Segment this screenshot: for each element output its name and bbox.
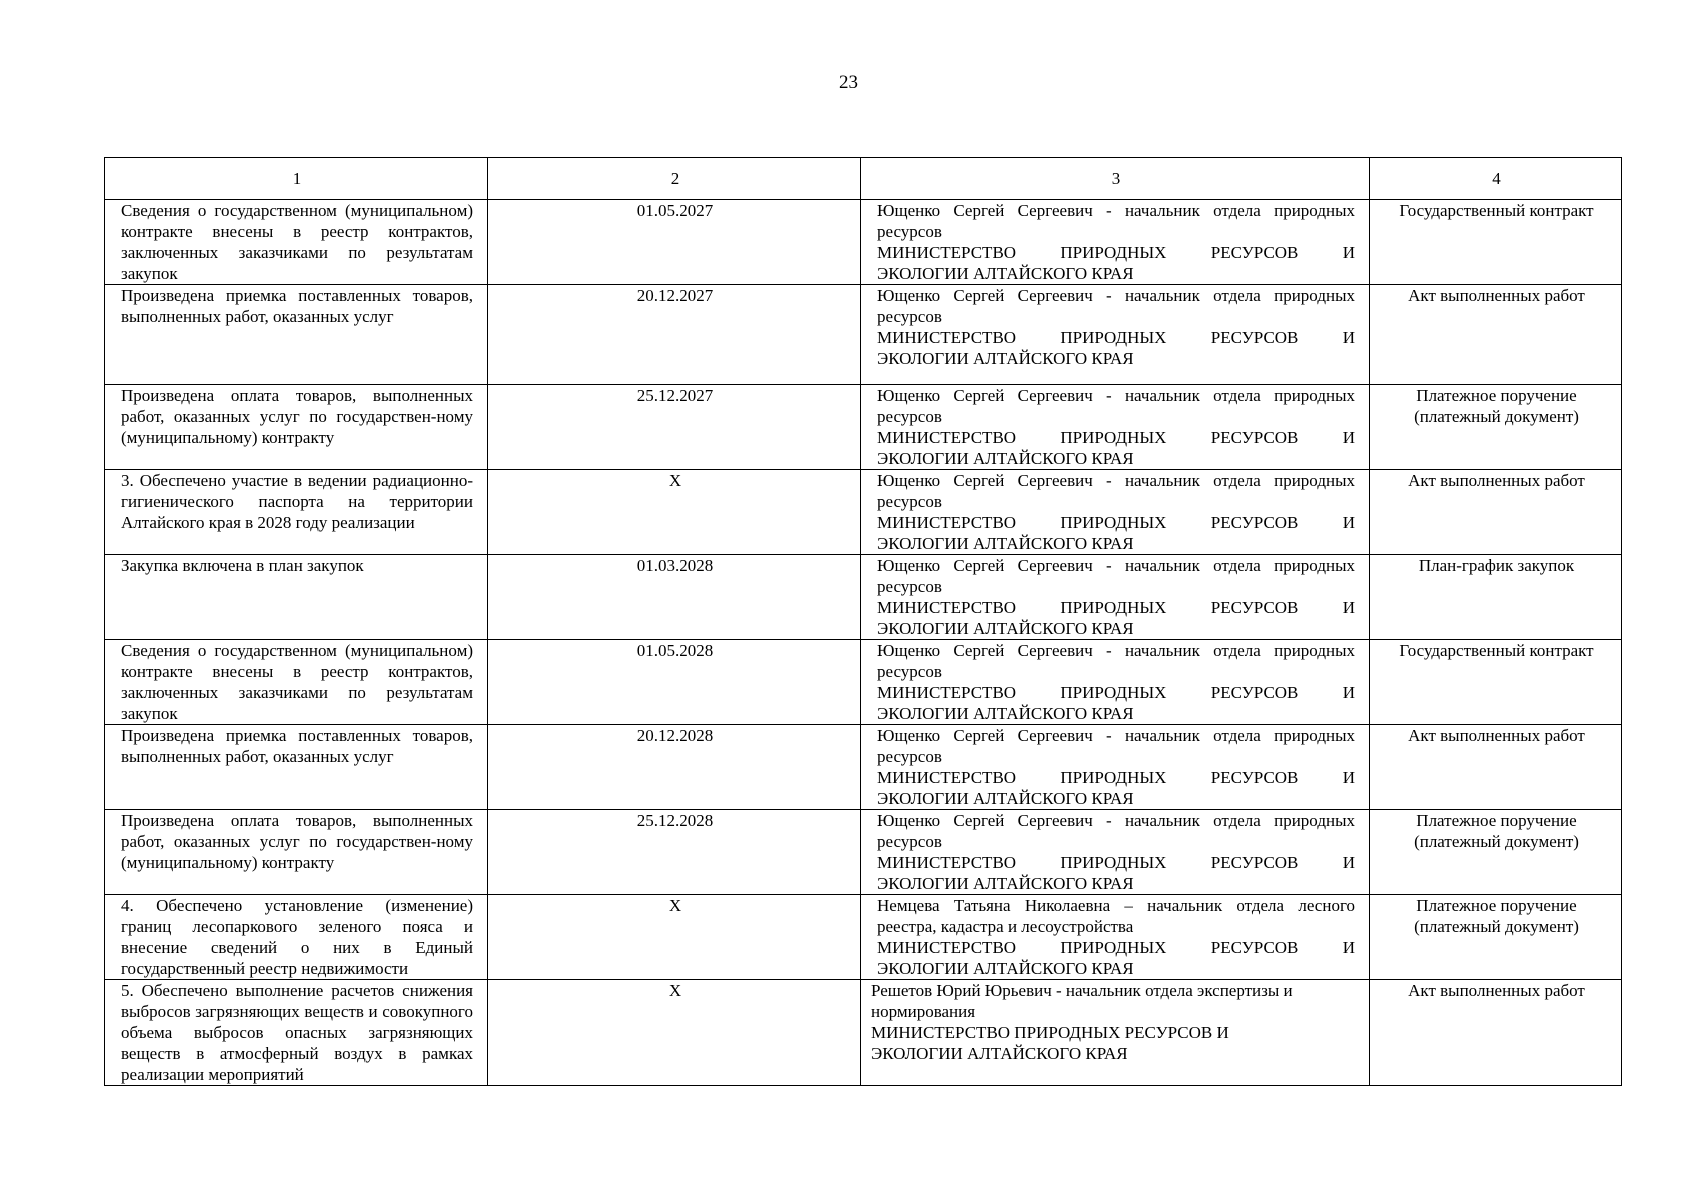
responsible-cell	[861, 895, 1370, 980]
ministry-line-1: МИНИСТЕРСТВО ПРИРОДНЫХ РЕСУРСОВ И	[877, 853, 1355, 872]
ministry-line-1: МИНИСТЕРСТВО ПРИРОДНЫХ РЕСУРСОВ И	[877, 768, 1355, 787]
table-row	[105, 810, 1622, 895]
event-cell: 5. Обеспечено выполнение расчетов снижения выбросов загрязняющих веществ и совокупного объема выбросов опасных загрязняющих веществ в атмосферный воздух в рамках реализации мероприятий	[105, 980, 488, 1086]
table-row	[105, 470, 1622, 555]
ministry-line-1: МИНИСТЕРСТВО ПРИРОДНЫХ РЕСУРСОВ И	[877, 598, 1355, 617]
table-row	[105, 725, 1622, 810]
event-cell: Закупка включена в план закупок	[105, 555, 488, 640]
ministry-line-1: МИНИСТЕРСТВО ПРИРОДНЫХ РЕСУРСОВ И	[877, 243, 1355, 262]
date-cell: Х	[488, 895, 861, 980]
ministry-line-1: МИНИСТЕРСТВО ПРИРОДНЫХ РЕСУРСОВ И	[877, 428, 1355, 447]
document-cell: Государственный контракт	[1370, 640, 1622, 725]
ministry-line-2: ЭКОЛОГИИ АЛТАЙСКОГО КРАЯ	[877, 959, 1134, 978]
document-cell: Платежное поручение (платежный документ)	[1370, 895, 1622, 980]
event-cell: Произведена оплата товаров, выполненных работ, оказанных услуг по государствен-ному (муниципальному) контракту	[105, 385, 488, 470]
event-cell: 3. Обеспечено участие в ведении радиационно-гигиенического паспорта на территории Алтайского края в 2028 году реализации	[105, 470, 488, 555]
header-col-3: 3	[861, 158, 1370, 200]
event-cell: Сведения о государственном (муниципальном) контракте внесены в реестр контрактов, заключенных заказчиками по результатам закупок	[105, 200, 488, 285]
document-cell: Акт выполненных работ	[1370, 470, 1622, 555]
ministry-line-1: МИНИСТЕРСТВО ПРИРОДНЫХ РЕСУРСОВ И	[877, 683, 1355, 702]
date-cell: 01.03.2028	[488, 555, 861, 640]
ministry-line-2: ЭКОЛОГИИ АЛТАЙСКОГО КРАЯ	[871, 1044, 1128, 1063]
ministry-line-1: МИНИСТЕРСТВО ПРИРОДНЫХ РЕСУРСОВ И	[877, 328, 1355, 347]
responsible-cell	[861, 470, 1370, 555]
page-number: 23	[839, 72, 858, 93]
responsible-person: Ющенко Сергей Сергеевич - начальник отдела природных ресурсов	[877, 556, 1355, 596]
document-cell: Акт выполненных работ	[1370, 725, 1622, 810]
responsible-person: Ющенко Сергей Сергеевич - начальник отдела природных ресурсов	[877, 471, 1355, 511]
event-cell: Сведения о государственном (муниципальном) контракте внесены в реестр контрактов, заключенных заказчиками по результатам закупок	[105, 640, 488, 725]
ministry-line-2: ЭКОЛОГИИ АЛТАЙСКОГО КРАЯ	[877, 874, 1134, 893]
document-cell: Платежное поручение (платежный документ)	[1370, 385, 1622, 470]
responsible-person: Ющенко Сергей Сергеевич - начальник отдела природных ресурсов	[877, 201, 1355, 241]
ministry-line-2: ЭКОЛОГИИ АЛТАЙСКОГО КРАЯ	[877, 349, 1134, 368]
event-cell: 4. Обеспечено установление (изменение) границ лесопаркового зеленого пояса и внесение сведений о них в Единый государственный реестр недвижимости	[105, 895, 488, 980]
document-cell: Акт выполненных работ	[1370, 980, 1622, 1086]
document-cell: Платежное поручение (платежный документ)	[1370, 810, 1622, 895]
ministry-line-2: ЭКОЛОГИИ АЛТАЙСКОГО КРАЯ	[877, 449, 1134, 468]
responsible-cell	[861, 385, 1370, 470]
ministry-line-1: МИНИСТЕРСТВО ПРИРОДНЫХ РЕСУРСОВ И	[871, 1023, 1229, 1042]
responsible-cell	[861, 200, 1370, 285]
document-cell: Государственный контракт	[1370, 200, 1622, 285]
date-cell: 20.12.2027	[488, 285, 861, 385]
ministry-line-1: МИНИСТЕРСТВО ПРИРОДНЫХ РЕСУРСОВ И	[877, 513, 1355, 532]
ministry-line-2: ЭКОЛОГИИ АЛТАЙСКОГО КРАЯ	[877, 704, 1134, 723]
date-cell: Х	[488, 470, 861, 555]
table-row	[105, 980, 1622, 1086]
table-row	[105, 555, 1622, 640]
responsible-person: Немцева Татьяна Николаевна – начальник отдела лесного реестра, кадастра и лесоустройства	[877, 896, 1355, 936]
responsible-person: Ющенко Сергей Сергеевич - начальник отдела природных ресурсов	[877, 286, 1355, 326]
ministry-line-2: ЭКОЛОГИИ АЛТАЙСКОГО КРАЯ	[877, 789, 1134, 808]
header-row	[105, 158, 1622, 200]
responsible-cell	[861, 980, 1370, 1086]
table-row	[105, 895, 1622, 980]
ministry-line-1: МИНИСТЕРСТВО ПРИРОДНЫХ РЕСУРСОВ И	[877, 938, 1355, 957]
plan-table	[104, 157, 1622, 1086]
ministry-line-2: ЭКОЛОГИИ АЛТАЙСКОГО КРАЯ	[877, 534, 1134, 553]
responsible-person: Ющенко Сергей Сергеевич - начальник отдела природных ресурсов	[877, 811, 1355, 851]
table-row	[105, 200, 1622, 285]
ministry-line-2: ЭКОЛОГИИ АЛТАЙСКОГО КРАЯ	[877, 619, 1134, 638]
header-col-1: 1	[105, 158, 488, 200]
header-col-4: 4	[1370, 158, 1622, 200]
responsible-person: Ющенко Сергей Сергеевич - начальник отдела природных ресурсов	[877, 726, 1355, 766]
responsible-person: Ющенко Сергей Сергеевич - начальник отдела природных ресурсов	[877, 386, 1355, 426]
event-cell: Произведена приемка поставленных товаров, выполненных работ, оказанных услуг	[105, 725, 488, 810]
responsible-cell	[861, 640, 1370, 725]
table-row	[105, 640, 1622, 725]
responsible-cell	[861, 285, 1370, 385]
document-cell: Акт выполненных работ	[1370, 285, 1622, 385]
responsible-cell	[861, 555, 1370, 640]
responsible-person: Решетов Юрий Юрьевич - начальник отдела экспертизы и нормирования	[871, 981, 1293, 1021]
date-cell: 25.12.2028	[488, 810, 861, 895]
header-col-2: 2	[488, 158, 861, 200]
date-cell: 20.12.2028	[488, 725, 861, 810]
date-cell: 01.05.2028	[488, 640, 861, 725]
table-row	[105, 385, 1622, 470]
event-cell: Произведена оплата товаров, выполненных работ, оказанных услуг по государствен-ному (муниципальному) контракту	[105, 810, 488, 895]
responsible-person: Ющенко Сергей Сергеевич - начальник отдела природных ресурсов	[877, 641, 1355, 681]
date-cell: 01.05.2027	[488, 200, 861, 285]
date-cell: 25.12.2027	[488, 385, 861, 470]
responsible-cell	[861, 725, 1370, 810]
responsible-cell	[861, 810, 1370, 895]
ministry-line-2: ЭКОЛОГИИ АЛТАЙСКОГО КРАЯ	[877, 264, 1134, 283]
date-cell: Х	[488, 980, 861, 1086]
document-cell: План-график закупок	[1370, 555, 1622, 640]
table-row	[105, 285, 1622, 385]
event-cell: Произведена приемка поставленных товаров, выполненных работ, оказанных услуг	[105, 285, 488, 385]
